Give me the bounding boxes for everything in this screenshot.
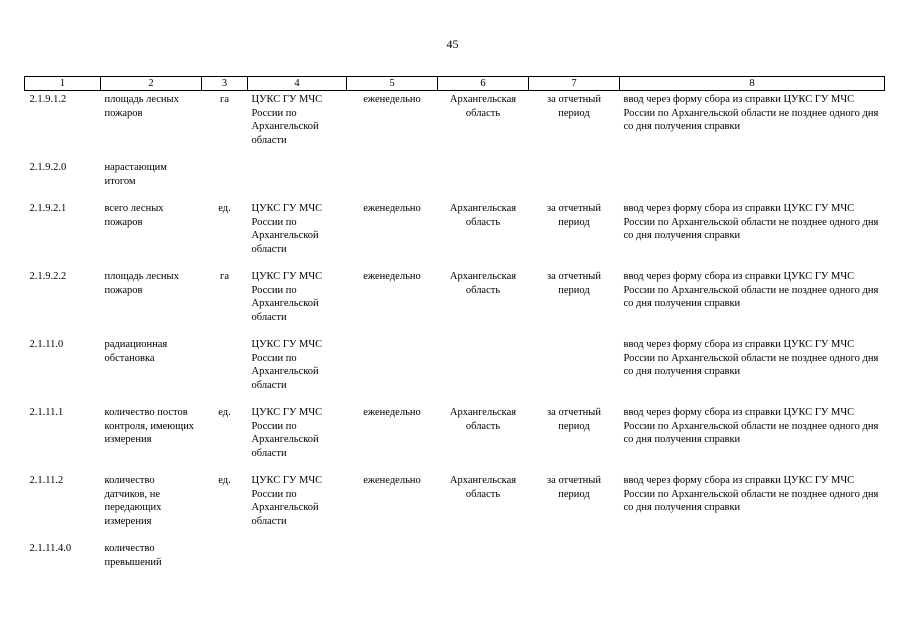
indicator-name: площадь лесных пожаров	[104, 271, 179, 296]
indicator-period: за отчетный период	[547, 271, 601, 296]
column-number-5: 5	[347, 77, 438, 91]
indicator-method: ввод через форму сбора из справки ЦУКС ГУ МЧС России по Архангельской области не позднее одного дня со дня получения справки	[623, 94, 879, 132]
indicator-frequency	[347, 542, 438, 583]
indicator-period	[529, 161, 620, 202]
indicator-frequency: еженедельно	[363, 407, 421, 418]
table-row	[25, 542, 885, 583]
indicator-frequency	[347, 161, 438, 202]
column-number-7: 7	[529, 77, 620, 91]
table-row	[25, 474, 885, 542]
indicator-code: 2.1.11.4.0	[29, 543, 72, 554]
indicator-period	[529, 542, 620, 583]
indicator-level	[438, 161, 529, 202]
indicator-code: 2.1.9.1.2	[29, 94, 67, 105]
indicator-method: ввод через форму сбора из справки ЦУКС ГУ МЧС России по Архангельской области не позднее одного дня со дня получения справки	[623, 271, 879, 309]
indicator-period: за отчетный период	[547, 94, 601, 119]
indicator-unit: га	[220, 271, 229, 282]
indicator-unit	[202, 338, 248, 406]
table-row	[25, 161, 885, 202]
indicator-level: Архангельская область	[449, 407, 517, 432]
indicator-source	[248, 161, 347, 202]
indicator-method	[620, 161, 885, 202]
table-row	[25, 91, 885, 162]
indicator-method: ввод через форму сбора из справки ЦУКС ГУ МЧС России по Архангельской области не позднее одного дня со дня получения справки	[623, 203, 879, 241]
indicator-method: ввод через форму сбора из справки ЦУКС ГУ МЧС России по Архангельской области не позднее одного дня со дня получения справки	[623, 475, 879, 513]
page-number: 45	[446, 37, 459, 51]
indicator-unit: ед.	[218, 203, 231, 214]
column-number-3: 3	[202, 77, 248, 91]
indicator-name: количество превышений	[104, 543, 162, 568]
indicator-method: ввод через форму сбора из справки ЦУКС ГУ МЧС России по Архангельской области не позднее одного дня со дня получения справки	[623, 407, 879, 445]
indicator-name: радиационная обстановка	[104, 339, 168, 364]
column-number-6: 6	[438, 77, 529, 91]
indicator-name: площадь лесных пожаров	[104, 94, 179, 119]
indicator-frequency: еженедельно	[363, 271, 421, 282]
column-numbers-row	[25, 77, 885, 91]
column-number-4: 4	[248, 77, 347, 91]
indicator-method: ввод через форму сбора из справки ЦУКС ГУ МЧС России по Архангельской области не позднее одного дня со дня получения справки	[623, 339, 879, 377]
indicator-unit: ед.	[218, 407, 231, 418]
indicator-level: Архангельская область	[449, 203, 517, 228]
indicator-level: Архангельская область	[449, 94, 517, 119]
indicator-code: 2.1.11.1	[29, 407, 64, 418]
indicator-code: 2.1.11.2	[29, 475, 64, 486]
indicator-period	[529, 338, 620, 406]
indicator-frequency	[347, 338, 438, 406]
indicator-name: всего лесных пожаров	[104, 203, 164, 228]
table-row	[25, 338, 885, 406]
table-row	[25, 270, 885, 338]
table-row	[25, 406, 885, 474]
indicators-table	[24, 76, 885, 583]
indicator-method	[620, 542, 885, 583]
indicator-code: 2.1.9.2.2	[29, 271, 67, 282]
indicator-frequency: еженедельно	[363, 475, 421, 486]
indicator-name: количество датчиков, не передающих измерения	[104, 475, 162, 527]
indicator-source: ЦУКС ГУ МЧС России по Архангельской области	[251, 271, 323, 323]
indicator-code: 2.1.11.0	[29, 339, 64, 350]
indicator-period: за отчетный период	[547, 475, 601, 500]
column-number-8: 8	[620, 77, 885, 91]
indicator-name: нарастающим итогом	[104, 162, 167, 187]
indicator-source: ЦУКС ГУ МЧС России по Архангельской области	[251, 94, 323, 146]
indicator-unit	[202, 542, 248, 583]
indicator-source	[248, 542, 347, 583]
column-number-1: 1	[25, 77, 101, 91]
indicator-source: ЦУКС ГУ МЧС России по Архангельской области	[251, 339, 323, 391]
indicator-level: Архангельская область	[449, 475, 517, 500]
indicator-source: ЦУКС ГУ МЧС России по Архангельской области	[251, 407, 323, 459]
indicator-source: ЦУКС ГУ МЧС России по Архангельской области	[251, 203, 323, 255]
indicator-unit: ед.	[218, 475, 231, 486]
indicator-frequency: еженедельно	[363, 94, 421, 105]
indicator-code: 2.1.9.2.0	[29, 162, 67, 173]
indicator-frequency: еженедельно	[363, 203, 421, 214]
indicator-name: количество постов контроля, имеющих измерения	[104, 407, 195, 445]
indicator-period: за отчетный период	[547, 203, 601, 228]
column-number-2: 2	[101, 77, 202, 91]
indicator-level: Архангельская область	[449, 271, 517, 296]
indicator-source: ЦУКС ГУ МЧС России по Архангельской области	[251, 475, 323, 527]
indicator-period: за отчетный период	[547, 407, 601, 432]
indicator-level	[438, 338, 529, 406]
table-row	[25, 202, 885, 270]
indicator-level	[438, 542, 529, 583]
indicator-unit	[202, 161, 248, 202]
indicator-unit: га	[220, 94, 229, 105]
indicator-code: 2.1.9.2.1	[29, 203, 67, 214]
